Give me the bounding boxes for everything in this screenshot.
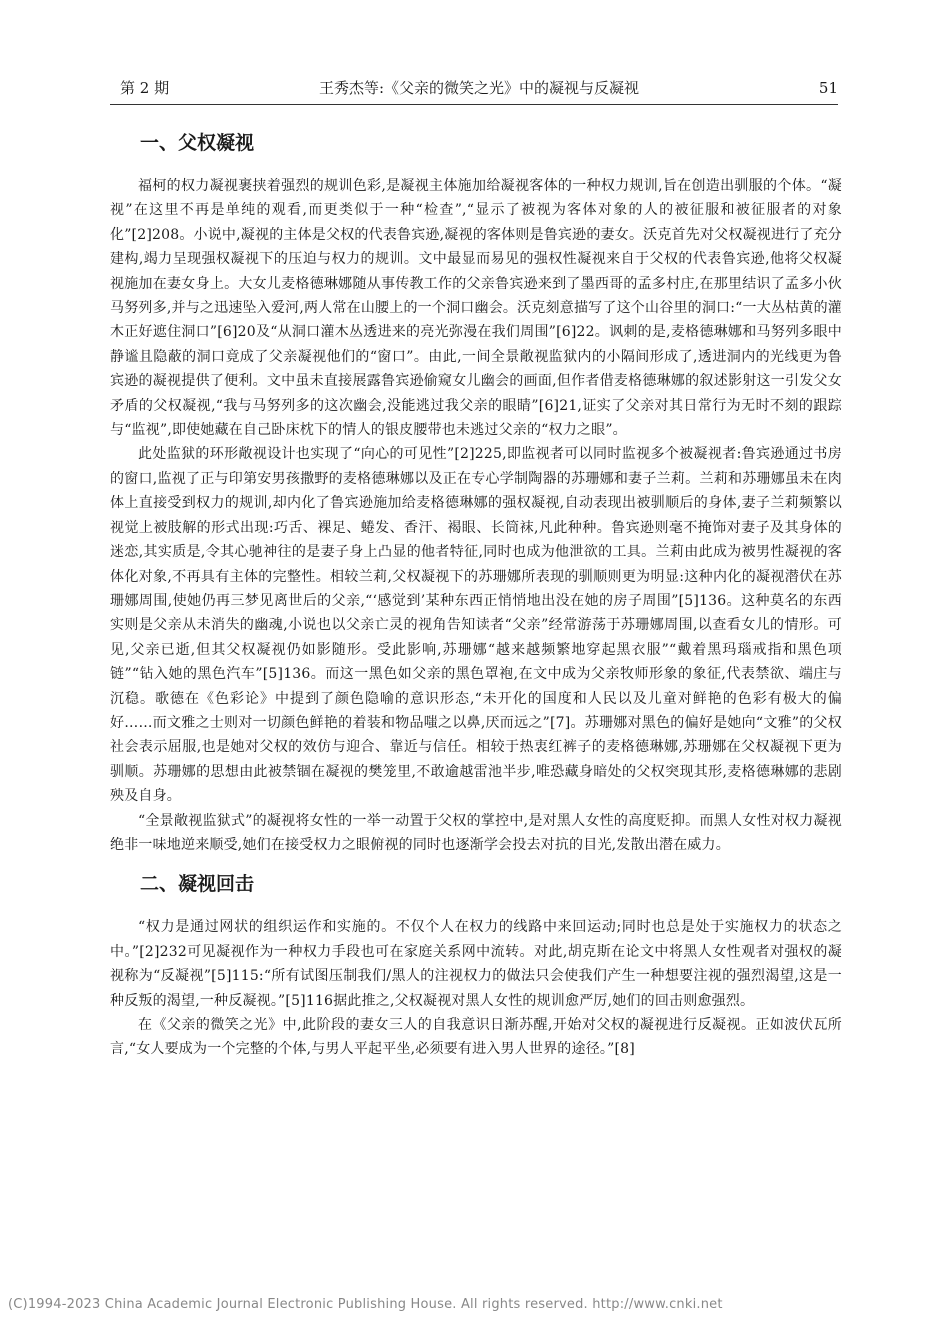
section-heading-1: 一、父权凝视: [140, 132, 255, 154]
page-number: 51: [818, 79, 838, 97]
copyright-footer: (C)1994-2023 China Academic Journal Electronic Publishing House. All rights reserved. http://www.cnki.net: [8, 1297, 723, 1312]
paragraph-1-1: 福柯的权力凝视裹挟着强烈的规训色彩,是凝视主体施加给凝视客体的一种权力规训,旨在创造出驯服的个体。“凝视”在这里不再是单纯的观看,而更类似于一种“检查”,“显示了被视为客体对象的人的被征服和被征服者的对象化”[2]208。小说中,凝视的主体是父权的代表鲁宾逊,凝视的客体则是鲁宾逊的妻女。沃克首先对父权凝视进行了充分建构,竭力呈现强权凝视下的压迫与权力的规训。文中最显而易见的强权性凝视来自于父权的代表鲁宾逊,他将父权凝视施加在妻女身上。大女儿麦格德琳娜随从事传教工作的父亲鲁宾逊来到了墨西哥的孟多村庄,在那里结识了孟多小伙马努列多,并与之迅速坠入爱河,两人常在山腰上的一个洞口幽会。沃克刻意描写了这个山谷里的洞口:“一大丛枯黄的灌木正好遮住洞口”[6]20及“从洞口灌木丛透进来的亮光弥漫在我们周围”[6]22。讽刺的是,麦格德琳娜和马努列多眼中静谧且隐蔽的洞口竟成了父亲凝视他们的“窗口”。由此,一间全景敞视监狱内的小隔间形成了,透进洞内的光线更为鲁宾逊的凝视提供了便利。文中虽未直接展露鲁宾逊偷窥女儿幽会的画面,但作者借麦格德琳娜的叙述影射这一引发父女矛盾的父权凝视,“我与马努列多的这次幽会,没能逃过我父亲的眼睛”[6]21,证实了父亲对其日常行为无时不刻的跟踪与“监视”,即使她藏在自己卧床枕下的情人的银皮腰带也未逃过父亲的“权力之眼”。: [110, 178, 842, 439]
article-body: [110, 126, 842, 1062]
header-rule: [110, 104, 838, 105]
running-header: [120, 76, 838, 100]
section-heading-2: 二、凝视回击: [140, 873, 255, 896]
issue-label: 第 2 期: [120, 79, 170, 97]
paragraph-2-2: 在《父亲的微笑之光》中,此阶段的妻女三人的自我意识日渐苏醒,开始对父权的凝视进行反凝视。正如波伏瓦所言,“女人要成为一个完整的个体,与男人平起平坐,必须要有进入男人世界的途径。”[8]: [110, 1017, 842, 1058]
paragraph-1-3: “全景敞视监狱式”的凝视将女性的一举一动置于父权的掌控中,是对黑人女性的高度贬抑。而黑人女性对权力凝视绝非一味地逆来顺受,她们在接受权力之眼俯视的同时也逐渐学会投去对抗的目光,发散出潜在威力。: [110, 812, 842, 853]
paragraph-2-1: “权力是通过网状的组织运作和实施的。不仅个人在权力的线路中来回运动;同时也总是处于实施权力的状态之中。”[2]232可见凝视作为一种权力手段也可在家庭关系网中流转。对此,胡克斯在论文中将黑人女性观者对强权的凝视称为“反凝视”[5]115:“所有试图压制我们/黑人的注视权力的做法只会使我们产生一种想要注视的强烈渴望,这是一种反叛的渴望,一种反凝视。”[5]116据此推之,父权凝视对黑人女性的规训愈严厉,她们的回击则愈强烈。: [110, 919, 842, 1009]
paragraph-1-2: 此处监狱的环形敞视设计也实现了“向心的可见性”[2]225,即监视者可以同时监视多个被凝视者:鲁宾逊通过书房的窗口,监视了正与印第安男孩撒野的麦格德琳娜以及正在专心学制陶器的苏珊娜和妻子兰莉。兰莉和苏珊娜虽未在肉体上直接受到权力的规训,却内化了鲁宾逊施加给麦格德琳娜的强权凝视,自动表现出被驯顺后的身体,妻子兰莉频繁以视觉上被肢解的形式出现:巧舌、裸足、蜷发、香汗、褐眼、长筒袜,凡此种种。鲁宾逊则毫不掩饰对妻子及其身体的迷恋,其实质是,令其心驰神往的是妻子身上凸显的他者特征,同时也成为他泄欲的工具。兰莉由此成为被男性凝视的客体化对象,不再具有主体的完整性。相较兰莉,父权凝视下的苏珊娜所表现的驯顺则更为明显:这种内化的凝视潜伏在苏珊娜周围,使她仍再三梦见离世后的父亲,“‘感觉到’某种东西正悄悄地出没在她的房子周围”[5]136。这种莫名的东西实则是父亲从未消失的幽魂,小说也以父亲亡灵的视角告知读者“父亲”经常游荡于苏珊娜周围,以查看女儿的情形。可见,父亲已逝,但其父权凝视仍如影随形。受此影响,苏珊娜“越来越频繁地穿起黑衣服”“戴着黑玛瑙戒指和黑色项链”“钻入她的黑色汽车”[5]136。而这一黑色如父亲的黑色罩袍,在文中成为父亲牧师形象的象征,代表禁欲、端庄与沉稳。歌德在《色彩论》中提到了颜色隐喻的意识形态,“未开化的国度和人民以及儿童对鲜艳的色彩有极大的偏好……而文雅之士则对一切颜色鲜艳的着装和物品嗤之以鼻,厌而远之”[7]。苏珊娜对黑色的偏好是她向“文雅”的父权社会表示屈服,也是她对父权的效仿与迎合、靠近与信任。相较于热衷红裤子的麦格德琳娜,苏珊娜在父权凝视下更为驯顺。苏珊娜的思想由此被禁锢在凝视的樊笼里,不敢逾越雷池半步,唯恐藏身暗处的父权突现其形,麦格德琳娜的悲剧殃及自身。: [110, 446, 842, 805]
running-title: 王秀杰等:《父亲的微笑之光》中的凝视与反凝视: [318, 79, 640, 97]
